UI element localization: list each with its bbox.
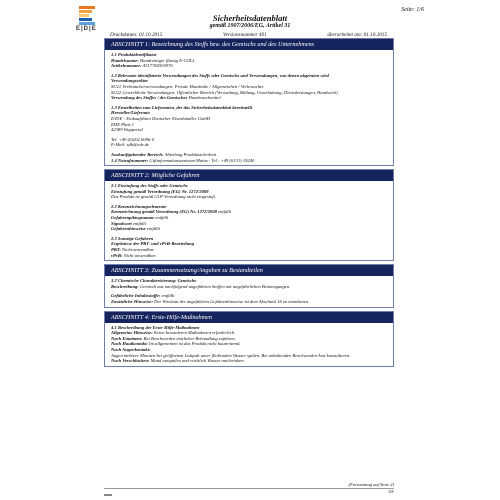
version-number: Versionsnummer 401 — [222, 32, 267, 38]
field-value: Abteilung Produktsicherheit — [163, 151, 217, 157]
field-value: Gemisch aus nachfolgend angeführten Stoffen mit ungefährlichen Beimengungen. — [138, 283, 291, 289]
document-title: Sicherheitsdatenblatt — [212, 13, 288, 23]
section-heading: ABSCHNITT 2: Mögliche Gefahren — [105, 170, 393, 181]
field-label: Allgemeine Hinweise: — [111, 330, 153, 336]
logo-bar — [79, 6, 95, 9]
section-4 — [104, 311, 394, 367]
section-body — [105, 323, 393, 366]
field-label: 1.1 Produktidentifikator — [111, 52, 157, 57]
field-value: entfällt — [154, 215, 169, 221]
section-3 — [104, 264, 394, 307]
field-label: 1.3 Einzelheiten zum Lieferanten, der das Sicherheitsdatenblatt bereitstellt — [111, 104, 253, 110]
field-value: Giftinformationszentrum Mainz - Tel.: +49 (6131) 19240 — [148, 157, 255, 163]
field-label: Ergebnisse der PBT- und vPvB-Beurteilung — [111, 241, 195, 247]
field-label: 2.2 Kennzeichnungselemente — [111, 203, 167, 209]
field-value: Keine besonderen Maßnahmen erforderlich. — [152, 330, 236, 336]
field-label: Nach Einatmen: — [111, 335, 143, 341]
field-label: Artikelnummer: — [111, 63, 142, 69]
revised-date: überarbeitet am: 01.10.2015 — [327, 32, 387, 38]
field-label: PBT: — [111, 247, 121, 253]
field-label: Kennzeichnung gemäß Verordnung (EG) Nr. 1272/2008 — [111, 209, 217, 215]
field-value: Nicht anwendbar. — [120, 247, 155, 253]
field-label: Handelsname: — [111, 57, 139, 63]
text-line — [111, 158, 387, 164]
field-value: EDE Platz 1 — [111, 121, 134, 127]
field-value: Mund ausspülen und reichlich Wasser nachtrinken. — [149, 358, 245, 364]
field-label: 1.4 Notrufnummer: — [111, 157, 149, 163]
field-label: 2.3 Sonstige Gefahren — [111, 235, 154, 241]
continued-note: (Fortsetzung auf Seite 2) — [348, 482, 394, 487]
footer-mark — [104, 494, 112, 496]
field-value: Das Produkt ist gemäß CLP-Verordnung nicht eingestuft. — [111, 194, 217, 200]
field-label: Nach Verschlucken: — [111, 358, 150, 364]
footer-code: DE — [388, 489, 394, 494]
field-label: 2.1 Einstufung des Stoffs oder Gemischs — [111, 183, 188, 189]
field-label: Gefahrenhinweise — [111, 226, 146, 232]
field-value: Handreiniger flüssig E-COLL — [138, 57, 195, 63]
text-line — [111, 358, 387, 364]
section-heading: ABSCHNITT 4: Erste-Hilfe-Maßnahmen — [105, 312, 393, 323]
field-value: E-Mail: sdb@ede.de — [111, 142, 150, 148]
field-value: Im allgemeinen ist das Produkt nicht hautreizend. — [147, 341, 241, 347]
field-label: Verwendung des Stoffes / des Gemisches — [111, 95, 188, 101]
field-label: 3.2 Chemische Charakterisierung: Gemische — [111, 278, 197, 284]
page-number: Seite: 1/6 — [401, 7, 424, 13]
field-value: 4317784305976 — [141, 63, 173, 69]
field-value: entfällt — [216, 209, 232, 215]
field-label: Gefahrenpiktogramme — [111, 215, 155, 221]
sds-content — [104, 38, 394, 370]
print-date: Druckdatum: 01.10.2015 — [110, 32, 163, 38]
field-label: vPvB: — [111, 252, 123, 258]
footer-divider — [104, 488, 394, 489]
field-label: Gefährliche Inhaltsstoffe: — [111, 293, 161, 299]
field-label: Nach Hautkontakt: — [111, 341, 148, 347]
field-value: Nicht anwendbar. — [122, 252, 157, 258]
field-label: Verwendungssektor — [111, 78, 149, 84]
text-line — [111, 253, 387, 259]
field-label: Einstufung gemäß Verordnung (EG) Nr. 1272/2008 — [111, 188, 209, 194]
field-value: Handwaschmittel — [187, 95, 221, 101]
logo-text: E|D|E — [76, 26, 97, 32]
field-value: entfällt — [145, 226, 160, 232]
field-value: Bei Beschwerden ärztlicher Behandlung zuführen. — [142, 335, 236, 341]
field-label: Auskunftgebender Bereich: — [111, 151, 164, 157]
section-heading: ABSCHNITT 3: Zusammensetzung/Angaben zu Bestandteilen — [105, 265, 393, 276]
section-body — [105, 181, 393, 260]
field-value: SU21 Verbraucherverwendungen: Private Haushalte / Allgemeinheit / Verbraucher — [111, 83, 264, 89]
field-value: E/D/E - Einkaufsbüro Deutscher Eisenhändler GmbH — [111, 115, 210, 121]
field-label: Beschreibung: — [111, 283, 139, 289]
field-value: SU22 Gewerbliche Verwendungen: Öffentlicher Bereich (Verwaltung, Bildung, Unterhaltung, Dienstleistungen, Handwerk) — [111, 89, 338, 95]
field-label: Hersteller/Lieferant: — [111, 110, 151, 116]
field-label: Zusätzliche Hinweise: — [111, 299, 153, 304]
section-body — [105, 50, 393, 165]
field-value: entfällt — [131, 220, 146, 226]
section-1 — [104, 38, 394, 166]
document-subtitle: gemäß 1907/2006/EG, Artikel 31 — [209, 23, 291, 29]
field-value: Augen mehrere Minuten bei geöffnetem Lidspalt unter fließendem Wasser spülen. Bei anhaltenden Beschwerden Arzt konsultieren. — [111, 352, 351, 358]
section-heading: ABSCHNITT 1: Bezeichnung des Stoffs bzw. des Gemischs und des Unternehmens — [105, 39, 393, 50]
field-label: Nach Augenkontakt: — [111, 346, 151, 352]
section-2 — [104, 169, 394, 261]
field-value: entfällt — [160, 293, 175, 299]
field-label: 4.1 Beschreibung der Erste-Hilfe-Maßnahmen — [111, 324, 200, 330]
field-value: Der Wortlaut der angeführten Gefahrenhinweise ist dem Abschnitt 16 zu entnehmen. — [152, 299, 310, 304]
field-value: 42389 Wuppertal — [111, 127, 143, 133]
field-label: Signalwort — [111, 220, 132, 226]
section-body — [105, 276, 393, 306]
field-label: 1.2 Relevante identifizierte Verwendungen des Stoffs oder Gemischs und Verwendungen, von denen abgeraten wird — [111, 72, 329, 78]
field-value: Tel. +49 (0)202 6096-0 — [111, 136, 154, 142]
text-line — [111, 299, 387, 305]
